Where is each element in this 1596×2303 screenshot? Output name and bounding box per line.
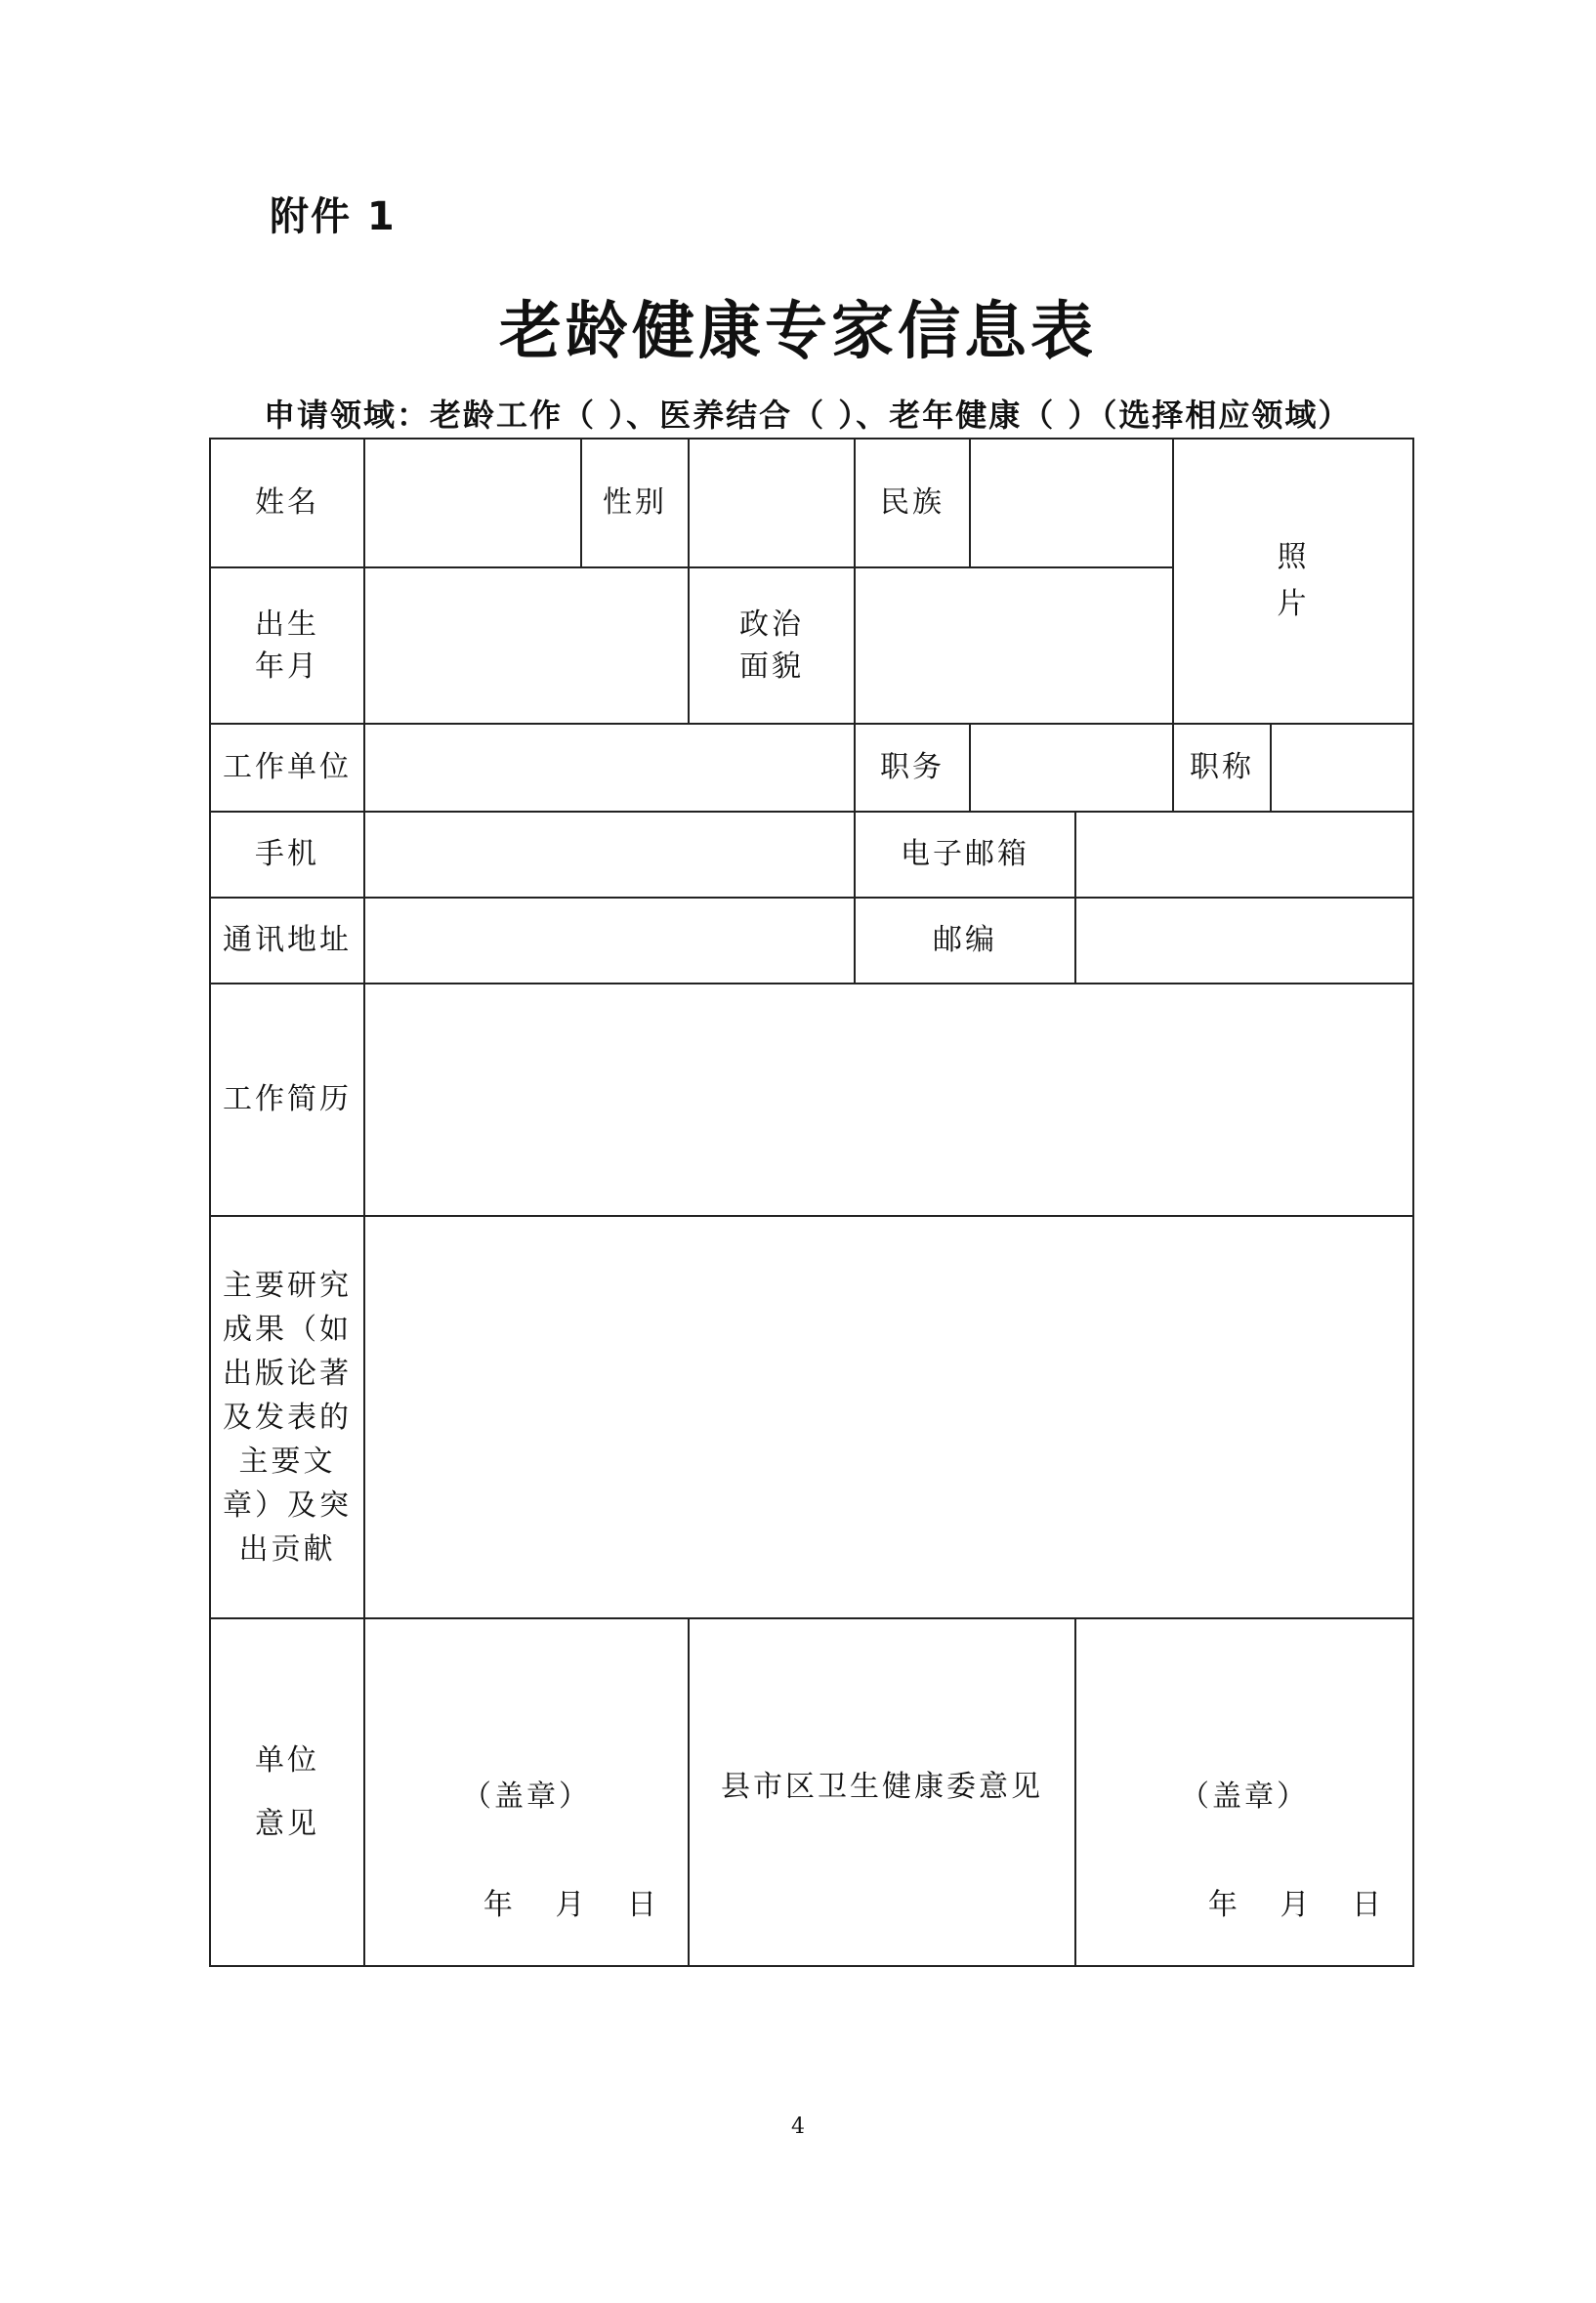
gender-field[interactable] [689,439,855,567]
unit-date-text: 年 月 日 [483,1887,658,1922]
attachment-label: 附件 1 [270,194,397,239]
research-field[interactable] [364,1216,1413,1618]
political-label-line-2: 面貌 [739,649,804,684]
workplace-field[interactable] [364,724,855,812]
birth-field[interactable] [364,567,689,724]
mobile-field[interactable] [364,812,855,898]
position-field[interactable] [970,724,1173,812]
political-label-line-1: 政治 [739,607,804,642]
page-number: 4 [791,2115,805,2139]
row-address [210,898,1413,984]
workplace-label: 工作单位 [210,724,364,812]
birth-label-line-2: 年月 [255,649,319,684]
application-field-line: 申请领域：老龄工作（ ）、医养结合（ ）、老年健康（ ）（选择相应领域） [264,397,1352,434]
county-stamp-area[interactable] [1075,1618,1413,1966]
research-label-line: 出贡献 [238,1531,336,1567]
title-label: 职称 [1173,724,1271,812]
county-opinion-area[interactable] [689,1618,1075,1966]
row-workplace [210,724,1413,812]
expert-info-table [209,438,1414,1967]
postcode-field[interactable] [1075,898,1413,984]
name-label: 姓名 [210,439,364,567]
mobile-label: 手机 [210,812,364,898]
birth-label [210,567,364,724]
research-label-line: 章）及突 [223,1487,352,1523]
photo-label-line-2: 片 [1277,587,1310,621]
research-label-line: 出版论著 [223,1356,352,1391]
title-field[interactable] [1271,724,1413,812]
research-label [210,1216,364,1618]
photo-label-line-1: 照 [1277,540,1310,574]
resume-field[interactable] [364,984,1413,1216]
unit-opinion-label-line-2: 意见 [255,1807,319,1841]
birth-label-line-1: 出生 [255,607,319,642]
gender-label: 性别 [581,439,689,567]
resume-label: 工作简历 [210,984,364,1216]
unit-opinion-label-line-1: 单位 [255,1742,319,1778]
name-field[interactable] [364,439,581,567]
research-label-line: 主要研究 [223,1268,352,1303]
political-field[interactable] [855,567,1173,724]
email-label: 电子邮箱 [855,812,1075,898]
address-label: 通讯地址 [210,898,364,984]
political-label [689,567,855,724]
county-date-text: 年 月 日 [1207,1887,1383,1922]
row-contact [210,812,1413,898]
row-resume [210,984,1413,1216]
address-field[interactable] [364,898,855,984]
unit-opinion-area[interactable] [364,1618,689,1966]
unit-stamp-text: （盖章） [462,1780,591,1814]
county-stamp-text: （盖章） [1180,1780,1309,1814]
row-research [210,1216,1413,1618]
email-field[interactable] [1075,812,1413,898]
county-opinion-label: 县市区卫生健康委意见 [721,1770,1043,1804]
page-title: 老龄健康专家信息表 [499,296,1097,368]
research-label-line: 主要文 [238,1444,336,1479]
research-label-line: 成果（如 [223,1312,352,1347]
photo-area[interactable] [1173,439,1413,724]
row-basic-1 [210,439,1413,567]
ethnicity-field[interactable] [970,439,1173,567]
postcode-label: 邮编 [855,898,1075,984]
ethnicity-label: 民族 [855,439,970,567]
unit-opinion-label [210,1618,364,1966]
row-opinions [210,1618,1413,1966]
research-label-line: 及发表的 [223,1400,352,1435]
position-label: 职务 [855,724,970,812]
